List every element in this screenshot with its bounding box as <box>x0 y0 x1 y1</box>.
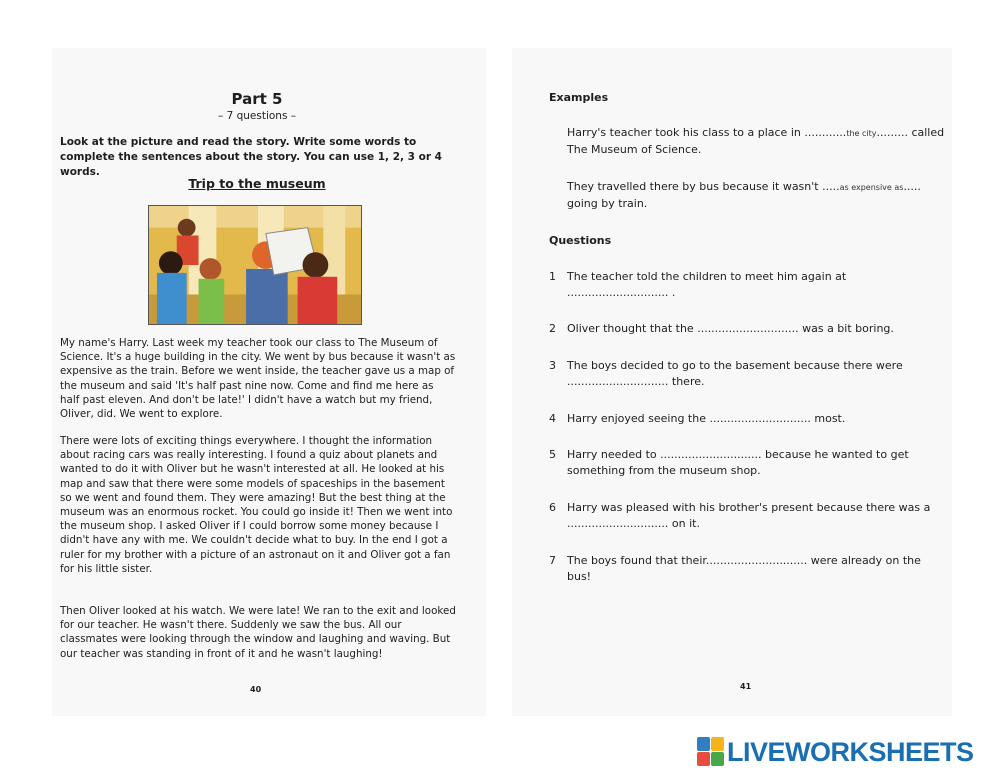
brand-blocks-icon <box>697 737 725 767</box>
examples-heading: Examples <box>549 91 609 104</box>
question-text: The boys decided to go to the basement because there were ............................. there. <box>567 359 903 388</box>
brand-name: LIVEWORKSHEETS <box>727 737 974 767</box>
question-text: Oliver thought that the ............................. was a bit boring. <box>567 322 894 335</box>
example-1: Harry's teacher took his class to a place in ............the city......... called The Museum of Science. <box>567 126 945 156</box>
question-number: 1 <box>549 270 556 283</box>
story-paragraph-1: My name's Harry. Last week my teacher took our class to The Museum of Science. It's a huge building in the city. We went by bus because it wasn't as expensive as the train. Before we went inside, the teacher gave us a map of the museum and said 'It's half past nine now. Come and find me here as half past eleven. And don't be late!' I didn't have a watch but my friend, Oliver, did. We went to explore. <box>60 337 456 421</box>
example-1-answer: the city <box>846 129 877 138</box>
part-title: Part 5 <box>231 90 283 108</box>
questions-heading: Questions <box>549 234 612 247</box>
liveworksheets-logo-icon[interactable] <box>697 735 993 769</box>
question-number: 6 <box>549 501 556 514</box>
question-number: 3 <box>549 359 556 372</box>
children-reading-museum-map-illustration <box>148 205 362 325</box>
question-number: 2 <box>549 322 556 335</box>
question-text: Harry was pleased with his brother's present because there was a ............................. on it. <box>567 501 931 530</box>
instructions: Look at the picture and read the story. Write some words to complete the sentences about the story. You can use 1, 2, 3 or 4 words. <box>60 136 442 178</box>
left-page <box>52 48 486 716</box>
page-number-right: 41 <box>740 682 752 691</box>
story-title: Trip to the museum <box>188 176 326 191</box>
story-paragraph-2: There were lots of exciting things everywhere. I thought the information about racing cars was really interesting. I found a quiz about planets and wanted to do it with Oliver but he wasn't interested at all. He looked at his map and saw that there were some models of spaceships in the basement so we went and found them. They were amazing! But the best thing at the museum was an enormous rocket. You could go inside it! Then we went into the museum shop. I asked Oliver if I could borrow some money because I didn't have any with me. We couldn't decide what to buy. In the end I got a ruler for my brother with a picture of an astronaut on it and Oliver got a fan for his little sister. <box>60 435 453 575</box>
question-number: 5 <box>549 448 556 461</box>
example-2-answer: as expensive as <box>839 183 904 192</box>
question-number: 4 <box>549 412 556 425</box>
right-page <box>512 48 952 716</box>
question-text: The boys found that their............................. were already on the bus! <box>567 554 921 583</box>
story-paragraph-3: Then Oliver looked at his watch. We were late! We ran to the exit and looked for our teacher. He wasn't there. Suddenly we saw the bus. All our classmates were looking through the window and laughing and waving. But our teacher was standing in front of it and he wasn't laughing! <box>60 605 456 660</box>
question-text: The teacher told the children to meet him again at ............................. . <box>567 270 847 299</box>
question-text: Harry enjoyed seeing the ............................. most. <box>567 412 846 425</box>
example-2: They travelled there by bus because it wasn't .....as expensive as..... going by train. <box>567 180 921 210</box>
part-subtitle: – 7 questions – <box>217 110 297 122</box>
page-number-left: 40 <box>250 685 262 694</box>
question-text: Harry needed to ............................. because he wanted to get something from the museum shop. <box>567 448 909 477</box>
question-number: 7 <box>549 554 556 567</box>
